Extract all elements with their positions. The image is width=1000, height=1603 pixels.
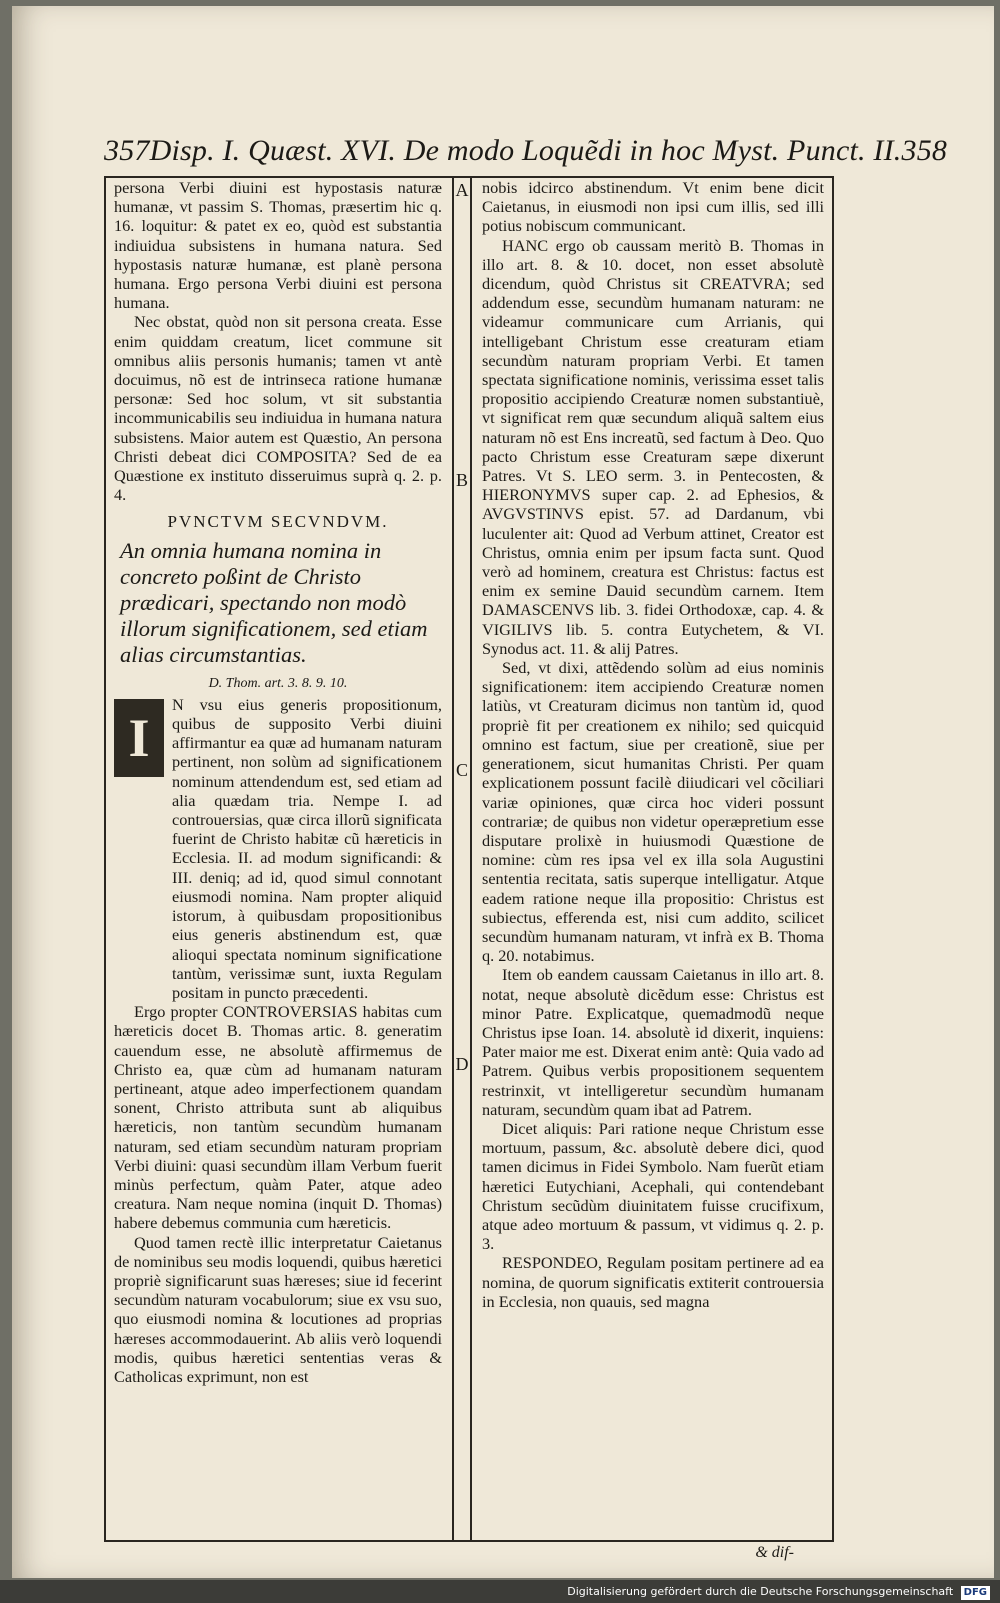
left-column [114,178,442,1540]
right-paragraph: Sed, vt dixi, attẽdendo solùm ad eius nominis significationem: item accipiendo Creaturæ nomen latiùs, vt Creaturam dicimus non tantùm id, quod propriè fit per creationem ex nihilo; sed quicquid omnino est factum, siue per creationẽ, siue per generationem, sicut humanitas Christi. Per quam explicationem possunt facilè diiudicari vel cõciliari variæ opiniones, quæ circa hoc videri possunt contrariæ; de quibus non videtur operæpretium esse disputare prolixè in huiusmodi Quæstione de nomine: cùm res ipsa vel ex illa sola Augustini sententia recitata, satis superque intelligatur. Atque eadem ratione neque illa propositio: Christus est subiectus, efferenda est, nisi cum addito, scilicet secundùm humanam naturam, vt infrà ex B. Thoma q. 20. notabimus. [482,658,824,966]
right-paragraph: nobis idcirco abstinendum. Vt enim bene dicit Caietanus, in eiusmodi non ipsi cum illis, sed illi potius nobiscum communicant. [482,178,824,236]
section-reference: D. Thom. art. 3. 8. 9. 10. [208,675,348,691]
right-paragraph: Dicet aliquis: Pari ratione neque Christum esse mortuum, passum, &c. absolutè debere dici, quod tamen dicimus in Fidei Symbolo. Nam fuerũt etiam hæretici Eutychiani, Acephali, qui contendebant Christum secũdùm diuinitatem fuisse crucifixum, atque adeo mortuum & passum, vt vidimus q. 2. p. 3. [482,1118,824,1254]
right-paragraph: HANC ergo ob caussam meritò B. Thomas in illo art. 8. & 10. docet, non esset absolutè dicendum, quòd Christus sit CREATVRA; sed addendum esse, secundùm humanam naturam: ne videamur communicare cum Arrianis, qui intelligebant Christum esse creaturam etiam secundùm naturam propriam Verbi. Et tamen spectata significatione nominis, verissima esset talis propositio accipiendo Creaturæ nomen substantiuè, vt significat rem quæ secundum aliquã saltem eius naturam nõ est Ens increatũ, sed factum à Deo. Quo pacto Christum esse Creaturam sæpe dixerunt Patres. Vt S. LEO serm. 3. in Pentecosten, & HIERONYMVS super cap. 2. ad Ephesios, & AVGVSTINVS epist. 57. ad Dardanum, vbi luculenter ait: Quod ad Verbum attinet, Creator est Christus, omnia enim per ipsum facta sunt. Quod verò ad hominem, creatura est Christus: factus est enim ex semine Dauid secundùm carnem. Item DAMASCENVS lib. 3. fidei Orthodoxæ, cap. 4. & VIGILIVS lib. 5. contra Eutychetem, & VI. Synodus act. 11. & alij Patres. [482,235,824,658]
left-paragraph: Ergo propter CONTROVERSIAS habitas cum hæreticis docet B. Thomas artic. 8. generatim cauendum esse, ne absolutè affirmemus de Christo ea, quæ cùm ad humanam naturam pertineant, atque adeo imperfectionem quandam sonent, Christo attributa sunt ab aliquibus hæreticis, non tantùm secundùm humanam naturam, sed etiam secundùm naturam propriam Verbi diuini: quasi secundùm illam Verbum fuerit minùs perfectum, quàm Pater, atque adeo creatura. Nam neque nomina (inquit D. Thomas) habere debemus communia cum hæreticis. [114,1002,442,1233]
left-paragraph: Quod tamen rectè illic interpretatur Caietanus de nominibus seu modis loquendi, quibus hæretici propriè significarunt suas hæreses; siue id fecerint secundùm naturam vocabulorum; siue ex vsu suo, quo eiusmodi nomina & locutiones ad proprias hæreses accommodauerint. Ab aliis verò loquendi modis, quibus hæretici sententias veras & Catholicas exprimunt, non est [114,1232,442,1386]
digitization-footer [0,1580,1000,1603]
running-title: Disp. I. Quæst. XVI. De modo Loquẽdi in hoc Myst. Punct. II. [149,134,902,167]
margin-marker-b: B [455,470,468,490]
left-page-number: 357 [104,134,150,167]
catchword: & dif- [755,1544,794,1561]
section-heading: PVNCTVM SECVNDVM. [167,512,389,532]
book-page [12,6,994,1578]
margin-marker-a: A [455,180,469,200]
left-paragraph: persona Verbi diuini est hypostasis naturæ humanæ, vt passim S. Thomas, præsertim hic q. 16. loquitur: & patet ex eo, quòd est substantia indiuidua subsistens in humana natura. Sed hypostasis naturæ humanæ, est planè persona humana. Ergo persona Verbi diuini est persona humana. [114,178,442,313]
right-page-number: 358 [901,134,948,167]
left-paragraph: Nec obstat, quòd non sit persona creata. Esse enim quiddam creatum, licet commune sit omnibus aliis personis humanis; tamen vt antè docuimus, nõ est de intrinseca ratione humanæ personæ: Sed hoc solum, vt sit substantia incommunicabilis seu indiuidua in humana natura subsistens. Maior autem est Quæstio, An persona Christi debeat dici COMPOSITA? Sed de ea Quæstione ex instituto disseruimus suprà q. 2. p. 4. [114,312,442,505]
opening-paragraph [114,695,442,1002]
footer-text: Digitalisierung gefördert durch die Deutsche Forschungsgemeinschaft [567,1585,954,1598]
right-paragraph: Item ob eandem caussam Caietanus in illo art. 8. notat, neque absolutè dicẽdum esse: Christus est minor Patre. Explicatque, quemadmodũ neque Christus ipse Ioan. 14. absolutè id dixerit, inquiens: Pater maior me est. Dixerat enim antè: Quia vado ad Patrem. Quibus verbis propositionem sequentem restrinxit, vt intelligeretur secundùm humanam naturam, secundùm quam ibat ad Patrem. [482,965,824,1119]
running-header [104,134,948,174]
right-paragraph: RESPONDEO, Regulam positam pertinere ad ea nomina, de quorum significatis extiterit controuersia in Ecclesia, non quauis, sed magna [482,1253,824,1311]
right-column [482,178,824,1540]
margin-marker-d: D [455,1054,469,1074]
text-frame [104,176,834,1542]
section-title: An omnia humana nomina in concreto poßint de Christo prædicari, spectando non modò illorum significationem, sed etiam alias circumstantias. [120,537,428,667]
column-rule [452,178,454,1540]
left-paragraph: N vsu eius generis propositionum, quibus de supposito Verbi diuini affirmantur ea quæ ad humanam naturam pertinent, non solùm ad significationem nominum attendendum est, sed etiam ad alia quædam tria. Nempe I. ad controuersias, quæ circa illorũ significata fuerint de Christo habitæ cũ hæreticis in Ecclesia. II. ad modum significandi: & III. deniq; ad id, quod simul connotant eiusmodi nomina. Nam propter aliquid istorum, à quibusdam propositionibus eius generis abstinendum est, quæ alioqui spectata nominum significatione tantùm, verissimæ sunt, iuxta Regulam positam in puncto præcedenti. [172,694,442,1002]
margin-marker-c: C [455,760,468,780]
column-rule [470,178,472,1540]
decorated-initial: I [114,699,164,777]
dfg-logo: DFG [961,1586,990,1600]
